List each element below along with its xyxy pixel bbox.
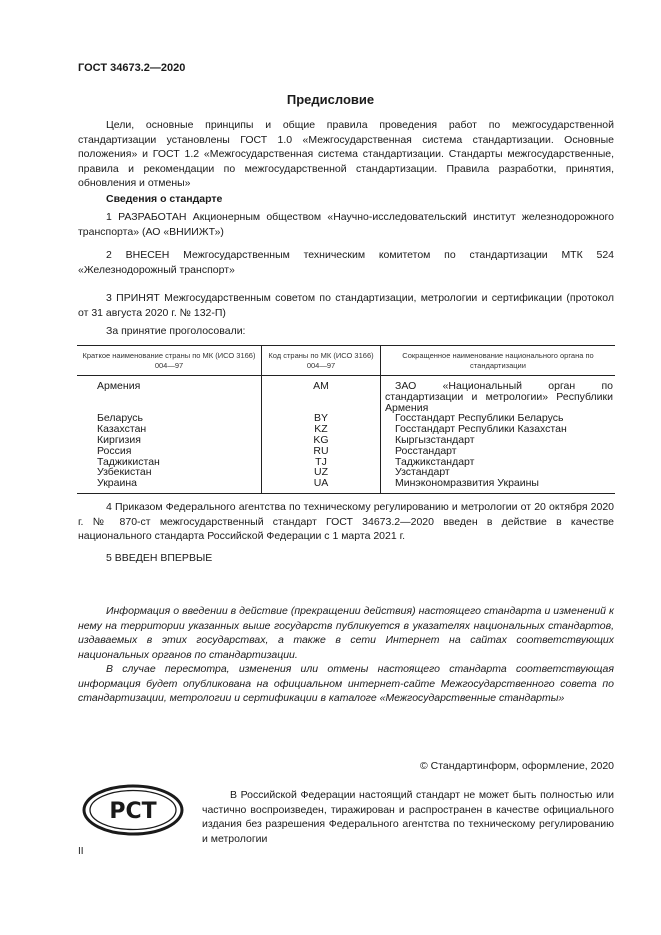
table-cell-code: BY (262, 413, 381, 424)
notice-block (78, 604, 614, 706)
table-cell-body: Таджикстандарт (381, 457, 616, 468)
voted-label-text: За принятие проголосовали: (106, 325, 246, 337)
table-cell-code: UA (262, 478, 381, 493)
table-cell-body: Госстандарт Республики Беларусь (381, 413, 616, 424)
item-first-text: 5 ВВЕДЕН ВПЕРВЫЕ (106, 552, 213, 564)
table-row (77, 478, 615, 493)
voted-label (78, 324, 614, 339)
table-cell-code: TJ (262, 457, 381, 468)
item-adopted-text: 3 ПРИНЯТ Межгосударственным советом по стандартизации, метрологии и сертификации (протокол от 31 августа 2020 г. № 132-П) (78, 292, 614, 319)
item-developed-text: 1 РАЗРАБОТАН Акционерным обществом «Научно-исследовательский институт железнодорожного транспорта» (АО «ВНИИЖТ») (78, 211, 614, 238)
table-header-row (77, 346, 615, 376)
item-enacted (78, 500, 614, 544)
table-cell-body: Росстандарт (381, 446, 616, 457)
item-adopted (78, 291, 614, 320)
table-header-code: Код страны по МК (ИСО 3166) 004—97 (262, 346, 381, 376)
table-cell-country: Киргизия (97, 433, 141, 446)
table-cell-country: Беларусь (97, 412, 143, 425)
table-row (77, 424, 615, 435)
logo-lettering: РСТ (109, 799, 157, 824)
table-cell-body: Госстандарт Республики Казахстан (381, 424, 616, 435)
table-cell-country: Армения (97, 380, 141, 392)
table-cell-country: Таджикистан (97, 455, 160, 468)
notice-paragraph-2: В случае пересмотра, изменения или отмены настоящего стандарта соответствующая информация будет опубликована на официальном интернет-сайте Межгосударственного совета по стандартизации, метрологии и сертификации в каталоге «Межгосударственные стандарты» (78, 663, 614, 704)
item-first (78, 551, 614, 566)
table-cell-code: AM (262, 376, 381, 414)
item-developed (78, 210, 614, 239)
table-cell-country: Россия (97, 444, 132, 457)
copyright: © Стандартинформ, оформление, 2020 (419, 760, 614, 772)
rf-notice-text: В Российской Федерации настоящий стандарт не может быть полностью или частично воспроизведен, тиражирован и распространен в качестве официального издания без разрешения Федерального агентства по техническому регулированию и метрологии (202, 789, 614, 845)
document-header: ГОСТ 34673.2—2020 (78, 62, 186, 74)
table-cell-body: Узстандарт (381, 467, 616, 478)
table-cell-body: Кыргызстандарт (381, 435, 616, 446)
table-cell-code: KG (262, 435, 381, 446)
intro-paragraph (78, 118, 614, 191)
voters-table (77, 345, 615, 494)
page-number: II (78, 846, 84, 857)
table-cell-country: Казахстан (97, 423, 147, 436)
table-cell-country: Узбекистан (97, 466, 152, 479)
table-row (77, 446, 615, 457)
item-submitted (78, 248, 614, 277)
table-cell-body: Минэкономразвития Украины (381, 478, 616, 493)
pct-logo (82, 784, 184, 836)
table-header-body: Сокращенное наименование национального органа по стандартизации (381, 346, 616, 376)
rf-notice (202, 788, 614, 846)
pct-logo-icon (82, 784, 184, 836)
item-submitted-text: 2 ВНЕСЕН Межгосударственным техническим комитетом по стандартизации МТК 524 «Железнодорожный транспорт» (78, 249, 614, 276)
intro-text: Цели, основные принципы и общие правила проведения работ по межгосударственной стандартизации установлены ГОСТ 1.0 «Межгосударственная система стандартизации. Основные положения» и ГОСТ 1.2 «Межгосударственная система стандартизации. Стандарты межгосударственные, правила и рекомендации по межгосударственной стандартизации. Правила разработки, принятия, обновления и отмены» (78, 119, 614, 189)
table-row (77, 457, 615, 468)
table-row (77, 435, 615, 446)
page-title: Предисловие (286, 92, 375, 107)
table-cell-code: KZ (262, 424, 381, 435)
table-cell-body-text: ЗАО «Национальный орган по стандартизации и метрологии» Республики Армения (385, 380, 613, 414)
table-cell-country: Украина (77, 478, 262, 493)
notice-paragraph-1: Информация о введении в действие (прекращении действия) настоящего стандарта и изменений к нему на территории указанных выше государств публикуется в указателях национальных стандартов, издаваемых в этих государствах, а также в сети Интернет на сайтах соответствующих национальных органов по стандартизации. (78, 605, 614, 661)
table-cell-body (381, 376, 616, 414)
table-cell-code: RU (262, 446, 381, 457)
table-header-country: Краткое наименование страны по МК (ИСО 3166) 004—97 (77, 346, 262, 376)
info-heading: Сведения о стандарте (106, 193, 223, 205)
table-cell-code: UZ (262, 467, 381, 478)
item-enacted-text: 4 Приказом Федерального агентства по техническому регулированию и метрологии от 20 октября 2020 г. № 870-ст межгосударственный стандарт ГОСТ 34673.2—2020 введен в действие в качестве национального стандарта Российской Федерации с 1 марта 2021 г. (78, 501, 614, 542)
table-row (77, 376, 615, 414)
